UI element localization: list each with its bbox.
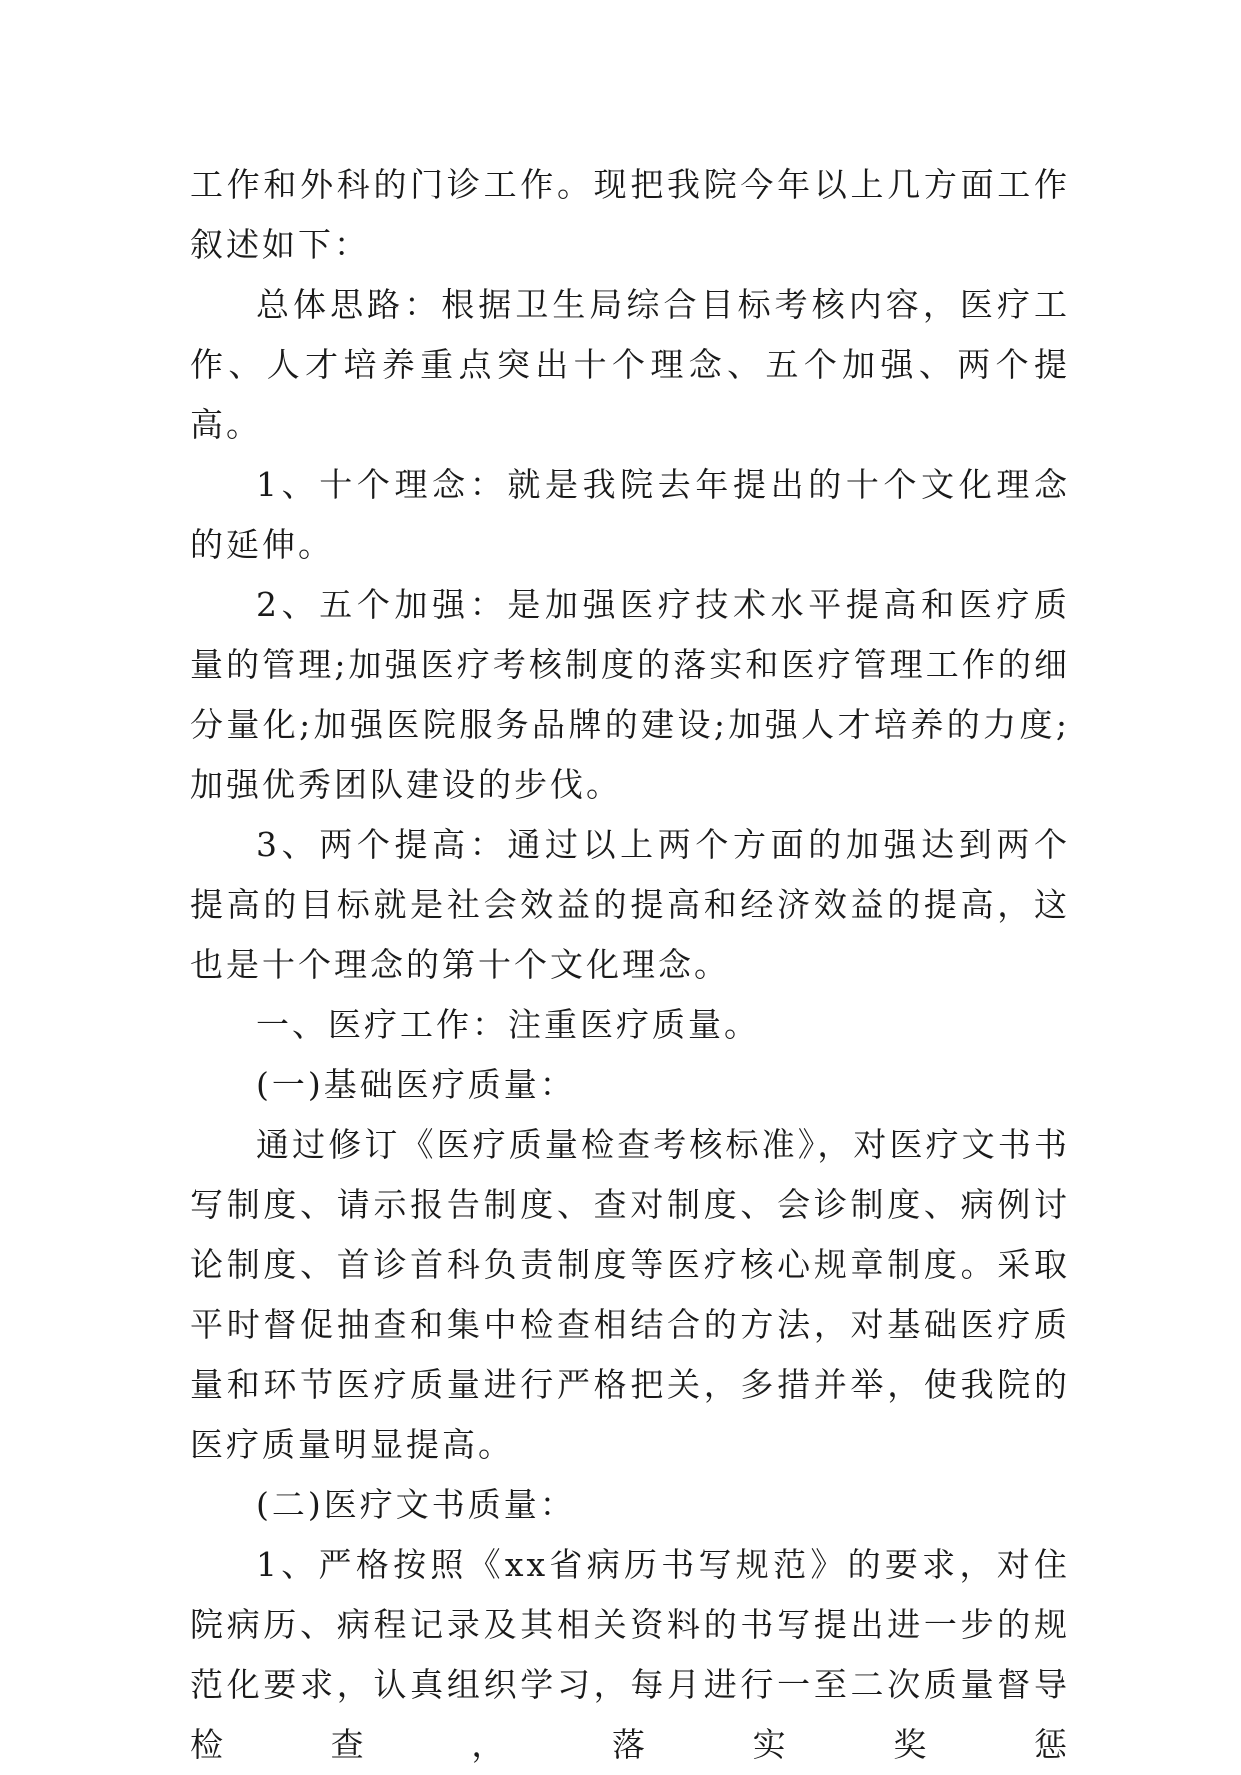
paragraph-intro: 工作和外科的门诊工作。现把我院今年以上几方面工作叙述如下： xyxy=(190,165,1070,264)
section-heading-medical-work: 一、医疗工作：注重医疗质量。 xyxy=(256,1005,760,1044)
paragraph-five-strengthenings: 2、五个加强：是加强医疗技术水平提高和医疗质量的管理;加强医疗考核制度的落实和医疗管理工作的细分量化;加强医院服务品牌的建设;加强人才培养的力度;加强优秀团队建设的步伐。 xyxy=(190,585,1070,804)
paragraph-document-quality-1: 1、严格按照《xx省病历书写规范》的要求，对住院病历、病程记录及其相关资料的书写提出进一步的规范化要求，认真组织学习，每月进行一至二次质量督导检查，落实奖惩 xyxy=(190,1545,1070,1764)
subsection-heading-basic-quality: (一)基础医疗质量： xyxy=(256,1065,576,1104)
document-body xyxy=(190,155,1070,1775)
paragraph-basic-quality: 通过修订《医疗质量检查考核标准》，对医疗文书书写制度、请示报告制度、查对制度、会诊制度、病例讨论制度、首诊首科负责制度等医疗核心规章制度。采取平时督促抽查和集中检查相结合的方法，对基础医疗质量和环节医疗质量进行严格把关，多措并举，使我院的医疗质量明显提高。 xyxy=(190,1125,1070,1464)
paragraph-overall-approach: 总体思路：根据卫生局综合目标考核内容，医疗工作、人才培养重点突出十个理念、五个加强、两个提高。 xyxy=(190,285,1070,444)
paragraph-two-improvements: 3、两个提高：通过以上两个方面的加强达到两个提高的目标就是社会效益的提高和经济效益的提高，这也是十个理念的第十个文化理念。 xyxy=(190,825,1070,984)
paragraph-ten-concepts: 1、十个理念：就是我院去年提出的十个文化理念的延伸。 xyxy=(190,465,1070,564)
subsection-heading-document-quality: (二)医疗文书质量： xyxy=(256,1485,576,1524)
